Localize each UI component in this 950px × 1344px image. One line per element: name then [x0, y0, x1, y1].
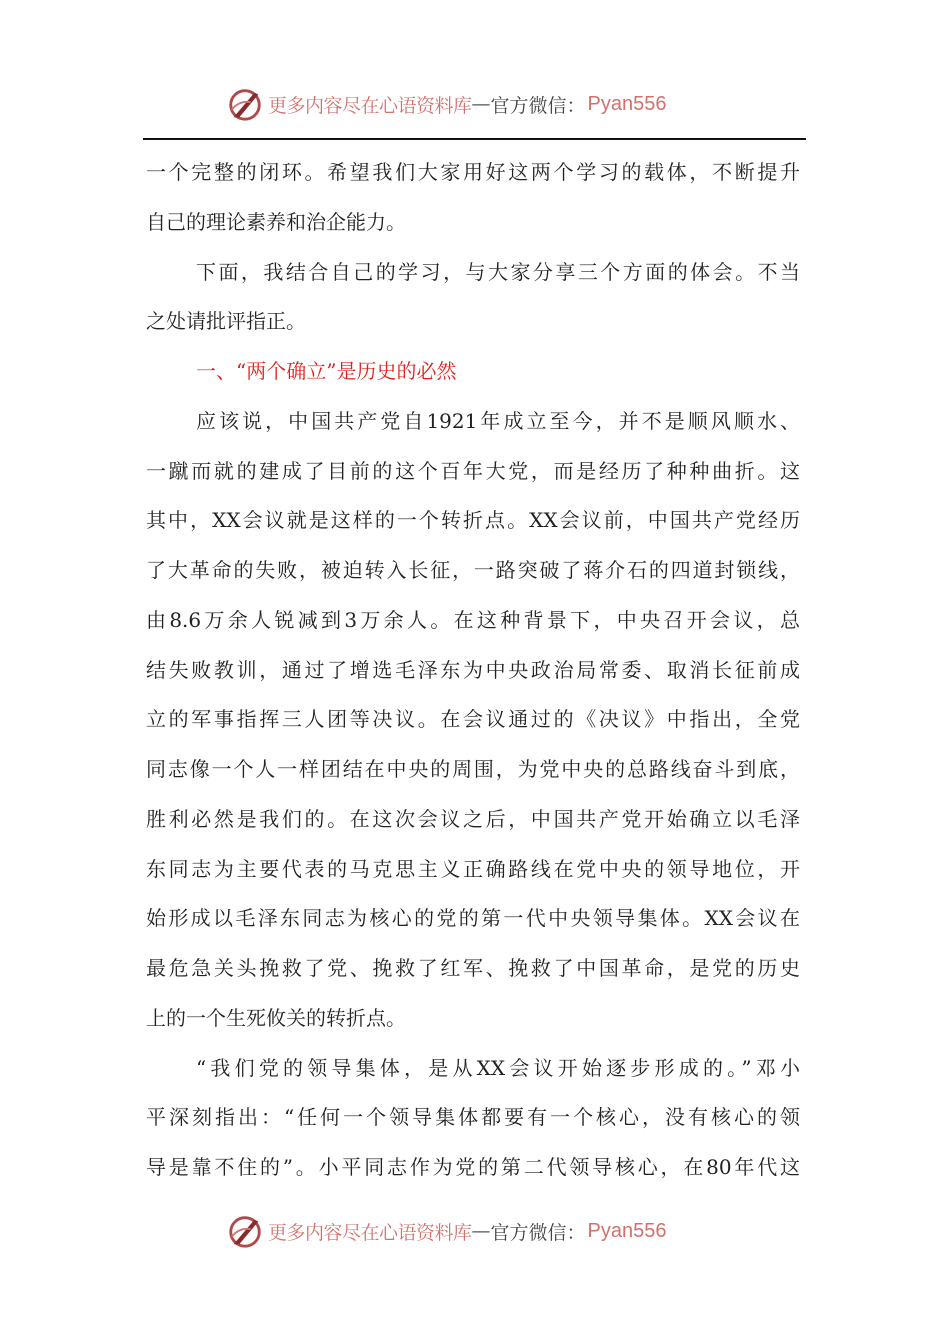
section-heading: 一、“两个确立”是历史的必然 — [196, 359, 457, 383]
text-line: 始形成以毛泽东同志为核心的党的第一代中央领导集体。XX会议在 — [146, 906, 800, 931]
header-rule — [143, 138, 806, 140]
quill-logo-icon — [226, 1212, 264, 1250]
document-body — [146, 154, 800, 1199]
text-line: 之处请批评指正。 — [146, 309, 306, 334]
banner-dash: — — [471, 93, 491, 115]
text-line: 上的一个生死攸关的转折点。 — [146, 1005, 406, 1030]
banner-wechat-label: 官方微信： — [490, 1221, 586, 1244]
banner-wechat-id: Pyan556 — [587, 92, 667, 115]
text-line: 一蹴而就的建成了目前的这个百年大党，而是经历了种种曲折。这 — [146, 458, 800, 483]
text-line: 立的军事指挥三人团等决议。在会议通过的《决议》中指出，全党 — [146, 707, 800, 732]
text-line: 下面，我结合自己的学习，与大家分享三个方面的体会。不当 — [196, 259, 800, 284]
text-line: 结失败教训，通过了增选毛泽东为中央政治局常委、取消长征前成 — [146, 657, 800, 682]
banner-wechat-label: 官方微信： — [490, 94, 586, 117]
text-line: 一个完整的闭环。希望我们大家用好这两个学习的载体，不断提升 — [146, 160, 800, 184]
text-line: 东同志为主要代表的马克思主义正确路线在党中央的领导地位，开 — [146, 856, 800, 881]
footer-banner — [226, 1211, 667, 1251]
banner-site-text: 更多内容尽在心语资料库 — [268, 94, 472, 117]
text-line: 由8.6万余人锐减到3万余人。在这种背景下，中央召开会议，总 — [146, 607, 800, 632]
text-line: 最危急关头挽救了党、挽救了红军、挽救了中国革命，是党的历史 — [146, 956, 800, 980]
text-line: 胜利必然是我们的。在这次会议之后，中国共产党开始确立以毛泽 — [146, 806, 800, 831]
text-line: 自己的理论素养和治企能力。 — [146, 209, 406, 234]
text-line: 了大革命的失败，被迫转入长征，一路突破了蒋介石的四道封锁线， — [146, 558, 800, 582]
quill-logo-icon — [226, 85, 264, 123]
text-line: 平深刻指出：“任何一个领导集体都要有一个核心，没有核心的领 — [146, 1105, 800, 1130]
text-line: “我们党的领导集体，是从XX会议开始逐步形成的。”邓小 — [196, 1055, 800, 1080]
banner-site-text: 更多内容尽在心语资料库 — [268, 1221, 472, 1244]
header-banner — [226, 84, 667, 124]
text-line: 导是靠不住的”。小平同志作为党的第二代领导核心，在80年代这 — [146, 1155, 800, 1179]
text-line: 同志像一个人一样团结在中央的周围，为党中央的总路线奋斗到底， — [146, 757, 800, 781]
text-line: 应该说，中国共产党自1921年成立至今，并不是顺风顺水、 — [196, 408, 800, 433]
text-line: 其中，XX会议就是这样的一个转折点。XX会议前，中国共产党经历 — [146, 508, 800, 533]
banner-dash: — — [471, 1220, 491, 1242]
banner-wechat-id: Pyan556 — [587, 1219, 667, 1242]
